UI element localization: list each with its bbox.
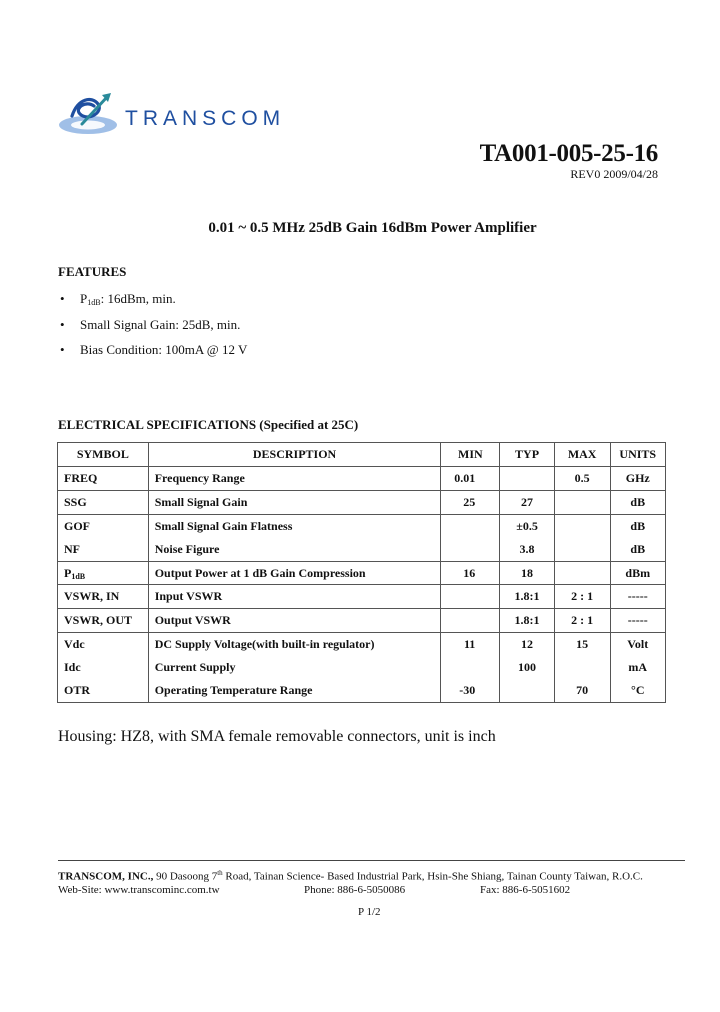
- transcom-logo-icon: [58, 90, 124, 138]
- table-row: VSWR, IN Input VSWR 1.8:1 2 : 1 -----: [58, 585, 666, 609]
- footer-address: TRANSCOM, INC., 90 Dasoong 7th Road, Tainan Science- Based Industrial Park, Hsin-She Shiang, Tainan County Taiwan, R.O.C.: [58, 869, 643, 883]
- table-row: Idc Current Supply 100 mA: [58, 656, 666, 679]
- feature-item: • Bias Condition: 100mA @ 12 V: [60, 342, 247, 368]
- specs-table: [57, 442, 666, 703]
- col-description: DESCRIPTION: [148, 443, 441, 467]
- col-units: UNITS: [610, 443, 665, 467]
- footer-fax: Fax: 886-6-5051602: [480, 884, 571, 896]
- brand-name: TRANSCOM: [125, 107, 286, 130]
- table-row: FREQ Frequency Range 0.01 0.5 GHz: [58, 467, 666, 491]
- revision-date: REV0 2009/04/28: [570, 167, 658, 181]
- table-row: OTR Operating Temperature Range -30 70 °C: [58, 679, 666, 702]
- footer-divider: [58, 860, 685, 861]
- document-title: 0.01 ~ 0.5 MHz 25dB Gain 16dBm Power Amplifier: [208, 220, 537, 236]
- part-number: TA001-005-25-16: [479, 140, 658, 167]
- col-symbol: SYMBOL: [58, 443, 149, 467]
- feature-item: • $P_{1dB}$: 16dBm, min.: [60, 291, 247, 317]
- features-heading: FEATURES: [58, 264, 127, 279]
- housing-note: Housing: HZ8, with SMA female removable connectors, unit is inch: [58, 728, 496, 745]
- page-number: P 1/2: [358, 906, 381, 918]
- feature-item: • Small Signal Gain: 25dB, min.: [60, 317, 247, 343]
- table-row: GOF Small Signal Gain Flatness ±0.5 dB: [58, 514, 666, 537]
- col-typ: TYP: [500, 443, 555, 467]
- features-list: [60, 291, 247, 368]
- col-min: MIN: [441, 443, 500, 467]
- table-row: $P_{1dB}$ Output Power at 1 dB Gain Compression 16 18 dBm: [58, 561, 666, 585]
- table-row: VSWR, OUT Output VSWR 1.8:1 2 : 1 -----: [58, 609, 666, 633]
- specs-heading: ELECTRICAL SPECIFICATIONS (Specified at 25C): [58, 417, 359, 432]
- table-row: Vdc DC Supply Voltage(with built-in regulator) 11 12 15 Volt: [58, 633, 666, 656]
- table-header-row: [58, 443, 666, 467]
- table-row: SSG Small Signal Gain 25 27 dB: [58, 490, 666, 514]
- footer-website: Web-Site: www.transcominc.com.tw: [58, 884, 220, 896]
- table-row: NF Noise Figure 3.8 dB: [58, 538, 666, 561]
- footer-phone: Phone: 886-6-5050086: [304, 884, 406, 896]
- footer-contact: [58, 884, 678, 898]
- col-max: MAX: [554, 443, 610, 467]
